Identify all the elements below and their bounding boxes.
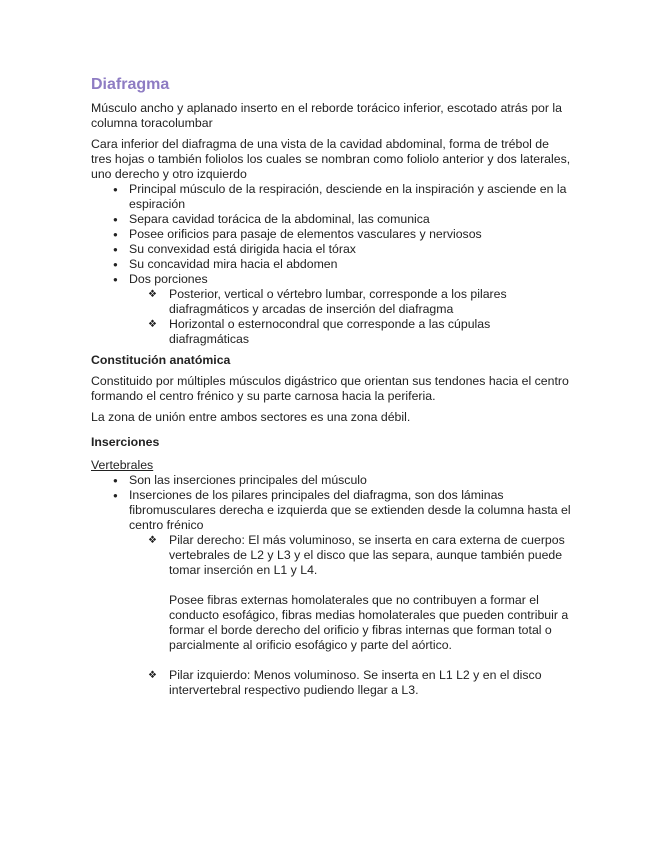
intro-paragraph-2: Cara inferior del diafragma de una vista de la cavidad abdominal, forma de trébol de tres hojas o también foliolos los cuales se nombran como foliolo anterior y dos laterales, uno derecho y otro izquierdo: [91, 137, 571, 181]
porcion-text: Horizontal o esternocondral que corresponde a las cúpulas diafragmáticas: [169, 317, 491, 346]
inserciones-list: [91, 473, 571, 533]
section-heading-constitucion: Constitución anatómica: [91, 353, 231, 367]
list-item: ● Posee orificios para pasaje de elementos vasculares y nerviosos: [91, 227, 571, 242]
porciones-list: [91, 287, 571, 347]
porcion-text: Posterior, vertical o vértebro lumbar, corresponde a los pilares diafragmáticos y arcadas de inserción del diafragma: [169, 287, 507, 316]
pilares-list: [91, 533, 571, 698]
document-content: [91, 74, 571, 698]
features-list: [91, 182, 571, 287]
pilar-izquierdo-text: Pilar izquierdo: Menos voluminoso. Se inserta en L1 L2 y en el disco intervertebral respectivo pudiendo llegar a L3.: [169, 668, 542, 697]
zona-paragraph: La zona de unión entre ambos sectores es una zona débil.: [91, 410, 411, 424]
list-item: ● Inserciones de los pilares principales del diafragma, son dos láminas fibromusculares derecha e izquierda que se extienden desde la columna hasta el centro frénico: [91, 488, 571, 533]
intro-paragraph-1: Músculo ancho y aplanado inserto en el reborde torácico inferior, escotado atrás por la columna toracolumbar: [91, 101, 562, 130]
list-item: [91, 287, 571, 317]
list-item: ● Son las inserciones principales del músculo: [91, 473, 571, 488]
list-item: ● Principal músculo de la respiración, desciende en la inspiración y asciende en la espiración: [91, 182, 571, 212]
diamond-bullet-icon: ❖: [148, 319, 157, 330]
pilar-derecho-text: Pilar derecho: El más voluminoso, se inserta en cara externa de cuerpos vertebrales de L2 y L3 y el disco que las separa, aunque también puede tomar inserción en L1 y L4.: [169, 533, 565, 577]
list-item: ● Separa cavidad torácica de la abdominal, las comunica: [91, 212, 571, 227]
list-item: ● Dos porciones: [91, 272, 571, 287]
section-heading-inserciones: Inserciones: [91, 435, 160, 449]
list-item: [91, 668, 571, 698]
diamond-bullet-icon: ❖: [148, 289, 157, 300]
diamond-bullet-icon: ❖: [148, 670, 157, 681]
list-item: ● Su convexidad está dirigida hacia el tórax: [91, 242, 571, 257]
page-title: Diafragma: [91, 76, 170, 93]
subheading-vertebrales: Vertebrales: [91, 458, 154, 472]
list-item: [91, 533, 571, 653]
list-item: [91, 317, 571, 347]
constitucion-paragraph: Constituido por múltiples músculos digástrico que orientan sus tendones hacia el centro formando el centro frénico y su parte carnosa hacia la periferia.: [91, 374, 569, 403]
diamond-bullet-icon: ❖: [148, 535, 157, 546]
pilar-derecho-extra: Posee fibras externas homolaterales que no contribuyen a formar el conducto esofágico, fibras medias homolaterales que pueden contribuir a formar el borde derecho del orificio y fibras internas que forman total o parcialmente al orificio esofágico y parte del aórtico.: [169, 593, 569, 652]
list-item: ● Su concavidad mira hacia el abdomen: [91, 257, 571, 272]
